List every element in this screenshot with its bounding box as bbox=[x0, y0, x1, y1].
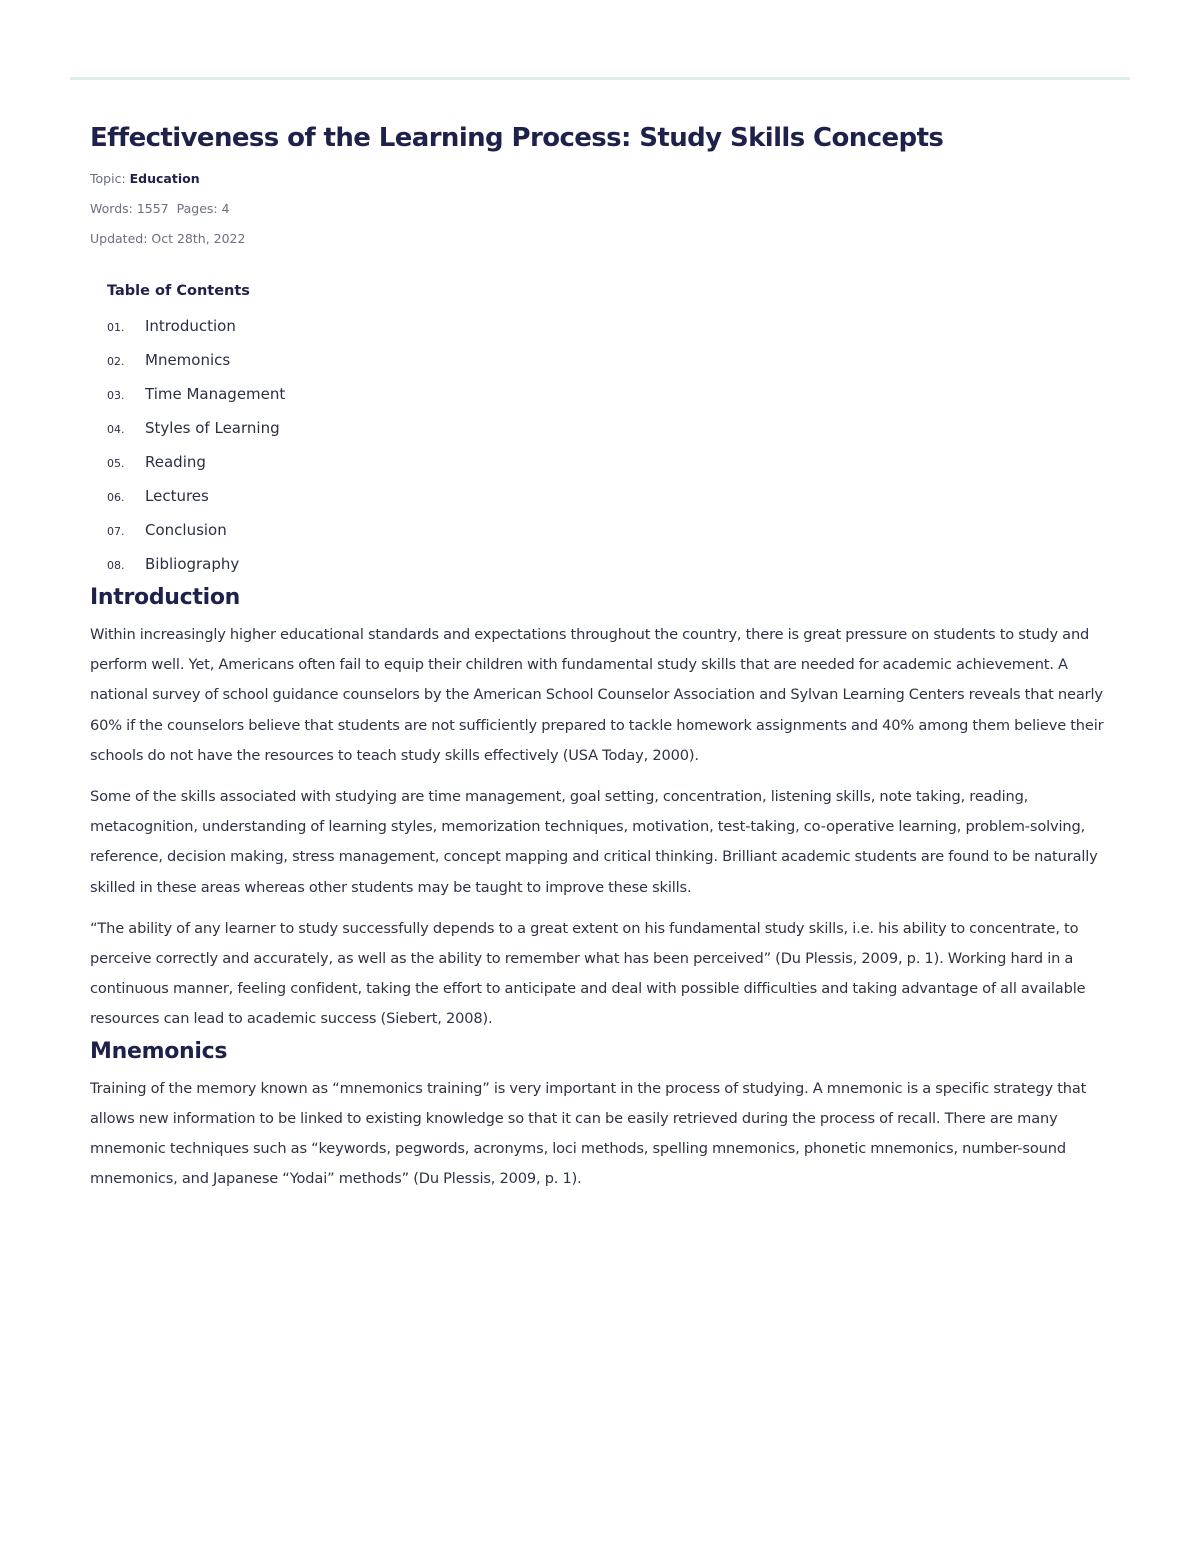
toc-title: Table of Contents bbox=[107, 283, 250, 299]
toc-item-number: 02. bbox=[107, 355, 125, 368]
toc-item-number: 07. bbox=[107, 525, 125, 538]
toc-item-label[interactable]: Bibliography bbox=[145, 555, 240, 573]
toc-item-label[interactable]: Time Management bbox=[145, 385, 286, 403]
body-paragraph: “The ability of any learner to study successfully depends to a great extent on his fundamental study skills, i.e. his ability to concentrate, to perceive correctly and accurately, as well as the ability to remember what has been perceived” (Du Plessis, 2009, p. 1). Working hard in a continuous manner, feeling confident, taking the effort to anticipate and deal with possible difficulties and taking advantage of all available resources can lead to academic success (Siebert, 2008). bbox=[90, 919, 1086, 1028]
toc-item-conclusion[interactable] bbox=[107, 513, 1120, 547]
toc-item-label[interactable]: Conclusion bbox=[145, 521, 227, 539]
section-heading-introduction: Introduction bbox=[90, 585, 241, 610]
toc-item-number: 01. bbox=[107, 321, 125, 334]
toc-item-number: 04. bbox=[107, 423, 125, 436]
section-heading-mnemonics: Mnemonics bbox=[90, 1038, 228, 1064]
topic-label: Topic: bbox=[90, 171, 126, 186]
toc-item-styles-of-learning[interactable] bbox=[107, 411, 1120, 445]
toc-item-label[interactable]: Styles of Learning bbox=[145, 419, 280, 437]
word-count: Words: 1557 bbox=[90, 201, 169, 216]
body-paragraph: Within increasingly higher educational standards and expectations throughout the country, there is great pressure on students to study and perform well. Yet, Americans often fail to equip their children with fundamental study skills that are needed for academic achievement. A national survey of school guidance counselors by the American School Counselor Association and Sylvan Learning Centers reveals that nearly 60% if the counselors believe that students are not sufficiently prepared to tackle homework assignments and 40% among them believe their schools do not have the resources to teach study skills effectively (USA Today, 2000). bbox=[90, 626, 1104, 764]
page-count: Pages: 4 bbox=[176, 201, 230, 216]
toc-item-label[interactable]: Mnemonics bbox=[145, 351, 231, 369]
document-page bbox=[90, 118, 1120, 1194]
toc-item-introduction[interactable] bbox=[107, 309, 1120, 343]
toc-item-label[interactable]: Reading bbox=[145, 453, 206, 471]
body-paragraph: Some of the skills associated with studying are time management, goal setting, concentration, listening skills, note taking, reading, metacognition, understanding of learning styles, memorization techniques, motivation, test-taking, co-operative learning, problem-solving, reference, decision making, stress management, concept mapping and critical thinking. Brilliant academic students are found to be naturally skilled in these areas whereas other students may be taught to improve these skills. bbox=[90, 788, 1098, 896]
topic-link[interactable]: Education bbox=[129, 171, 200, 186]
count-meta bbox=[90, 194, 1120, 224]
toc-item-label[interactable]: Introduction bbox=[145, 317, 236, 335]
top-divider bbox=[70, 77, 1130, 80]
toc-item-label[interactable]: Lectures bbox=[145, 487, 209, 505]
toc-item-reading[interactable] bbox=[107, 445, 1120, 479]
toc-item-lectures[interactable] bbox=[107, 479, 1120, 513]
toc-item-bibliography[interactable] bbox=[107, 547, 1120, 581]
page-title: Effectiveness of the Learning Process: Study Skills Concepts bbox=[90, 123, 944, 153]
topic-meta bbox=[90, 164, 1120, 194]
toc-item-number: 08. bbox=[107, 559, 125, 572]
body-paragraph: Training of the memory known as “mnemonics training” is very important in the process of studying. A mnemonic is a specific strategy that allows new information to be linked to existing knowledge so that it can be easily retrieved during the process of recall. There are many mnemonic techniques such as “keywords, pegwords, acronyms, loci methods, spelling mnemonics, phonetic mnemonics, number-sound mnemonics, and Japanese “Yodai” methods” (Du Plessis, 2009, p. 1). bbox=[90, 1079, 1087, 1188]
updated-meta: Updated: Oct 28th, 2022 bbox=[90, 231, 246, 246]
toc-item-number: 06. bbox=[107, 491, 125, 504]
toc-item-number: 03. bbox=[107, 389, 125, 402]
toc-item-mnemonics[interactable] bbox=[107, 343, 1120, 377]
toc-item-time-management[interactable] bbox=[107, 377, 1120, 411]
table-of-contents bbox=[107, 280, 1120, 581]
toc-item-number: 05. bbox=[107, 457, 125, 470]
